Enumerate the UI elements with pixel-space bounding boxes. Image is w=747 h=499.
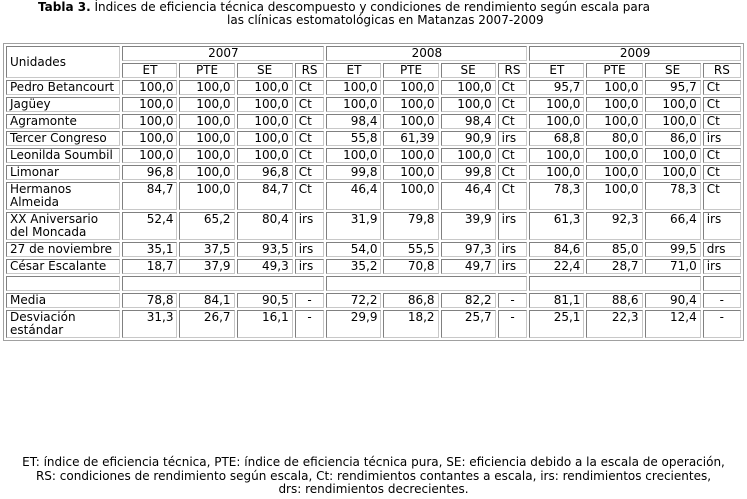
- header-rs: RS: [703, 63, 741, 78]
- value-cell: 100,0: [237, 80, 293, 95]
- rs-cell: -: [703, 293, 741, 308]
- value-cell: 100,0: [122, 114, 177, 129]
- value-cell: 100,0: [122, 97, 177, 112]
- rs-cell: irs: [498, 242, 528, 257]
- value-cell: 100,0: [237, 148, 293, 163]
- rs-cell: -: [498, 293, 528, 308]
- table-row: [6, 259, 741, 274]
- value-cell: 100,0: [122, 148, 177, 163]
- rs-cell: Ct: [295, 80, 325, 95]
- value-cell: 18,2: [383, 310, 438, 338]
- header-year-2007: 2007: [122, 46, 324, 61]
- value-cell: 26,7: [179, 310, 234, 338]
- value-cell: 80,4: [237, 212, 293, 240]
- rs-cell: Ct: [295, 97, 325, 112]
- table-body: [6, 46, 741, 338]
- efficiency-table: [3, 43, 744, 341]
- caption-prefix: Tabla 3.: [38, 0, 91, 14]
- unit-name-cell: Tercer Congreso: [6, 131, 120, 146]
- rs-cell: Ct: [498, 97, 528, 112]
- value-cell: 52,4: [122, 212, 177, 240]
- value-cell: 78,3: [645, 182, 701, 210]
- value-cell: 31,9: [326, 212, 381, 240]
- rs-cell: irs: [703, 212, 741, 240]
- value-cell: 72,2: [326, 293, 381, 308]
- rs-cell: irs: [498, 259, 528, 274]
- rs-cell: irs: [498, 212, 528, 240]
- value-cell: 85,0: [586, 242, 642, 257]
- value-cell: 81,1: [529, 293, 584, 308]
- value-cell: 97,3: [441, 242, 496, 257]
- header-row-years: [6, 46, 741, 61]
- value-cell: 78,3: [529, 182, 584, 210]
- rs-cell: -: [295, 293, 325, 308]
- unit-name-cell: Desviación estándar: [6, 310, 120, 338]
- table-row: [6, 310, 741, 338]
- rs-cell: drs: [703, 242, 741, 257]
- rs-cell: Ct: [703, 97, 741, 112]
- rs-cell: irs: [295, 212, 325, 240]
- rs-cell: Ct: [498, 165, 528, 180]
- header-se: SE: [441, 63, 496, 78]
- value-cell: 55,8: [326, 131, 381, 146]
- unit-name-cell: Media: [6, 293, 120, 308]
- value-cell: 99,5: [645, 242, 701, 257]
- table-row: [6, 165, 741, 180]
- value-cell: 25,7: [441, 310, 496, 338]
- table-row: [6, 148, 741, 163]
- separator-cell: [6, 276, 120, 291]
- separator-cell: [326, 276, 527, 291]
- value-cell: 100,0: [586, 80, 642, 95]
- value-cell: 80,0: [586, 131, 642, 146]
- caption-line-2: las clínicas estomatológicas en Matanzas 2007-2009: [227, 13, 544, 27]
- unit-name-cell: Hermanos Almeida: [6, 182, 120, 210]
- value-cell: 100,0: [529, 114, 584, 129]
- value-cell: 46,4: [441, 182, 496, 210]
- value-cell: 100,0: [645, 148, 701, 163]
- header-rs: RS: [498, 63, 528, 78]
- header-et: ET: [122, 63, 177, 78]
- table-row: [6, 212, 741, 240]
- rs-cell: -: [295, 310, 325, 338]
- value-cell: 100,0: [179, 114, 234, 129]
- header-et: ET: [326, 63, 381, 78]
- value-cell: 90,9: [441, 131, 496, 146]
- value-cell: 82,2: [441, 293, 496, 308]
- value-cell: 95,7: [645, 80, 701, 95]
- header-pte: PTE: [586, 63, 642, 78]
- header-pte: PTE: [383, 63, 438, 78]
- value-cell: 100,0: [529, 148, 584, 163]
- rs-cell: Ct: [295, 182, 325, 210]
- rs-cell: irs: [498, 131, 528, 146]
- value-cell: 100,0: [383, 165, 438, 180]
- unit-name-cell: Agramonte: [6, 114, 120, 129]
- unit-name-cell: Jagüey: [6, 97, 120, 112]
- value-cell: 100,0: [237, 114, 293, 129]
- table-row: [6, 182, 741, 210]
- table-row: [6, 80, 741, 95]
- value-cell: 100,0: [326, 97, 381, 112]
- separator-cell: [122, 276, 324, 291]
- value-cell: 100,0: [383, 148, 438, 163]
- value-cell: 100,0: [586, 148, 642, 163]
- value-cell: 100,0: [586, 114, 642, 129]
- value-cell: 100,0: [237, 131, 293, 146]
- value-cell: 16,1: [237, 310, 293, 338]
- rs-cell: Ct: [295, 114, 325, 129]
- rs-cell: Ct: [498, 182, 528, 210]
- rs-cell: Ct: [498, 80, 528, 95]
- value-cell: 100,0: [326, 148, 381, 163]
- value-cell: 100,0: [586, 165, 642, 180]
- value-cell: 100,0: [326, 80, 381, 95]
- value-cell: 96,8: [122, 165, 177, 180]
- table-footnote: [0, 456, 747, 497]
- rs-cell: irs: [703, 131, 741, 146]
- header-year-2009: 2009: [529, 46, 741, 61]
- value-cell: 100,0: [441, 80, 496, 95]
- unit-name-cell: 27 de noviembre: [6, 242, 120, 257]
- table-row: [6, 131, 741, 146]
- value-cell: 25,1: [529, 310, 584, 338]
- value-cell: 100,0: [122, 80, 177, 95]
- value-cell: 31,3: [122, 310, 177, 338]
- header-year-2008: 2008: [326, 46, 527, 61]
- rs-cell: Ct: [498, 148, 528, 163]
- rs-cell: irs: [295, 259, 325, 274]
- value-cell: 90,4: [645, 293, 701, 308]
- separator-cell: [703, 276, 741, 291]
- value-cell: 22,3: [586, 310, 642, 338]
- rs-cell: Ct: [703, 80, 741, 95]
- value-cell: 100,0: [441, 148, 496, 163]
- value-cell: 18,7: [122, 259, 177, 274]
- value-cell: 100,0: [529, 97, 584, 112]
- rs-cell: Ct: [498, 114, 528, 129]
- value-cell: 39,9: [441, 212, 496, 240]
- value-cell: 100,0: [383, 182, 438, 210]
- separator-cell: [529, 276, 700, 291]
- value-cell: 29,9: [326, 310, 381, 338]
- value-cell: 61,3: [529, 212, 584, 240]
- value-cell: 55,5: [383, 242, 438, 257]
- value-cell: 12,4: [645, 310, 701, 338]
- separator-row: [6, 276, 741, 291]
- caption-line-1-text: Índices de eficiencia técnica descompuesto y condiciones de rendimiento según escala para: [90, 0, 651, 14]
- value-cell: 100,0: [179, 80, 234, 95]
- value-cell: 90,5: [237, 293, 293, 308]
- value-cell: 84,6: [529, 242, 584, 257]
- value-cell: 100,0: [237, 97, 293, 112]
- rs-cell: Ct: [295, 131, 325, 146]
- value-cell: 79,8: [383, 212, 438, 240]
- header-rs: RS: [295, 63, 325, 78]
- value-cell: 54,0: [326, 242, 381, 257]
- value-cell: 100,0: [122, 131, 177, 146]
- rs-cell: Ct: [295, 148, 325, 163]
- value-cell: 100,0: [645, 114, 701, 129]
- value-cell: 98,4: [326, 114, 381, 129]
- header-pte: PTE: [179, 63, 234, 78]
- value-cell: 35,2: [326, 259, 381, 274]
- unit-name-cell: Leonilda Soumbil: [6, 148, 120, 163]
- table-row: [6, 114, 741, 129]
- value-cell: 100,0: [645, 165, 701, 180]
- value-cell: 49,3: [237, 259, 293, 274]
- rs-cell: -: [498, 310, 528, 338]
- header-se: SE: [237, 63, 293, 78]
- value-cell: 100,0: [586, 97, 642, 112]
- value-cell: 99,8: [441, 165, 496, 180]
- value-cell: 84,1: [179, 293, 234, 308]
- value-cell: 35,1: [122, 242, 177, 257]
- value-cell: 100,0: [383, 80, 438, 95]
- header-unidades: Unidades: [6, 46, 120, 78]
- value-cell: 99,8: [326, 165, 381, 180]
- value-cell: 100,0: [179, 148, 234, 163]
- value-cell: 100,0: [645, 97, 701, 112]
- header-se: SE: [645, 63, 701, 78]
- footnote-line-2: RS: condiciones de rendimiento según escala, Ct: rendimientos contantes a escala, irs: rendimientos crecientes,: [35, 468, 712, 483]
- value-cell: 96,8: [237, 165, 293, 180]
- unit-name-cell: Pedro Betancourt: [6, 80, 120, 95]
- value-cell: 66,4: [645, 212, 701, 240]
- table-row: [6, 242, 741, 257]
- value-cell: 61,39: [383, 131, 438, 146]
- header-et: ET: [529, 63, 584, 78]
- footnote-line-1: ET: índice de eficiencia técnica, PTE: índice de eficiencia técnica pura, SE: eficiencia debido a la escala de operación,: [22, 455, 725, 469]
- table-row: [6, 97, 741, 112]
- rs-cell: irs: [295, 242, 325, 257]
- table-row: [6, 293, 741, 308]
- rs-cell: Ct: [703, 165, 741, 180]
- value-cell: 100,0: [179, 97, 234, 112]
- value-cell: 100,0: [179, 182, 234, 210]
- value-cell: 84,7: [237, 182, 293, 210]
- value-cell: 65,2: [179, 212, 234, 240]
- value-cell: 86,0: [645, 131, 701, 146]
- rs-cell: Ct: [295, 165, 325, 180]
- value-cell: 46,4: [326, 182, 381, 210]
- value-cell: 100,0: [383, 97, 438, 112]
- value-cell: 37,5: [179, 242, 234, 257]
- value-cell: 22,4: [529, 259, 584, 274]
- value-cell: 100,0: [529, 165, 584, 180]
- rs-cell: -: [703, 310, 741, 338]
- rs-cell: Ct: [703, 148, 741, 163]
- value-cell: 100,0: [441, 97, 496, 112]
- value-cell: 71,0: [645, 259, 701, 274]
- unit-name-cell: Limonar: [6, 165, 120, 180]
- unit-name-cell: XX Aniversario del Moncada: [6, 212, 120, 240]
- value-cell: 86,8: [383, 293, 438, 308]
- value-cell: 93,5: [237, 242, 293, 257]
- value-cell: 78,8: [122, 293, 177, 308]
- value-cell: 70,8: [383, 259, 438, 274]
- value-cell: 92,3: [586, 212, 642, 240]
- value-cell: 98,4: [441, 114, 496, 129]
- value-cell: 100,0: [179, 131, 234, 146]
- value-cell: 100,0: [586, 182, 642, 210]
- value-cell: 95,7: [529, 80, 584, 95]
- value-cell: 100,0: [179, 165, 234, 180]
- value-cell: 28,7: [586, 259, 642, 274]
- value-cell: 100,0: [383, 114, 438, 129]
- value-cell: 88,6: [586, 293, 642, 308]
- value-cell: 68,8: [529, 131, 584, 146]
- footnote-line-3: drs: rendimientos decrecientes.: [278, 482, 469, 496]
- rs-cell: Ct: [703, 114, 741, 129]
- rs-cell: Ct: [703, 182, 741, 210]
- unit-name-cell: César Escalante: [6, 259, 120, 274]
- value-cell: 37,9: [179, 259, 234, 274]
- rs-cell: irs: [703, 259, 741, 274]
- value-cell: 49,7: [441, 259, 496, 274]
- value-cell: 84,7: [122, 182, 177, 210]
